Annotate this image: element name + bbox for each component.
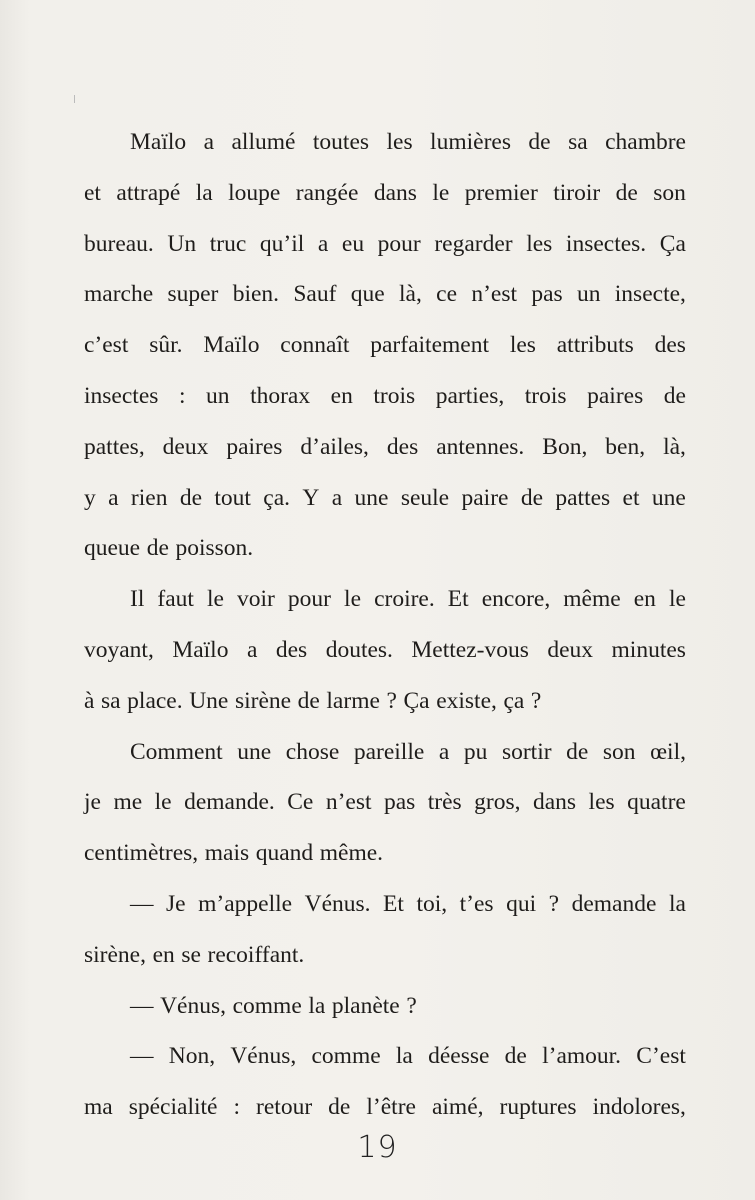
word: en bbox=[330, 382, 353, 409]
word: l’être bbox=[366, 1094, 416, 1121]
word: d’ailes, bbox=[300, 433, 369, 460]
word: attributs bbox=[556, 332, 634, 359]
word: des bbox=[654, 332, 686, 359]
word: de bbox=[528, 129, 551, 155]
word: ? bbox=[548, 890, 560, 917]
word: ruptures bbox=[499, 1094, 577, 1121]
word: pareille bbox=[353, 738, 425, 765]
word: sirène bbox=[234, 687, 292, 714]
word: la bbox=[308, 992, 326, 1019]
text-line bbox=[84, 879, 686, 930]
word: mais bbox=[204, 840, 250, 867]
word: voyant, bbox=[84, 636, 154, 663]
word: paires bbox=[587, 382, 644, 409]
word: le bbox=[154, 789, 172, 816]
word: un bbox=[576, 281, 601, 308]
word: a bbox=[203, 129, 215, 155]
word: antennes. bbox=[436, 433, 525, 460]
word: Ça bbox=[659, 230, 686, 257]
word: larme bbox=[326, 687, 380, 714]
text-line bbox=[84, 828, 686, 879]
word: ? bbox=[530, 687, 542, 714]
word: ? bbox=[386, 687, 397, 714]
word: truc bbox=[209, 230, 247, 257]
word: bien. bbox=[232, 281, 280, 308]
word: insecte, bbox=[614, 281, 686, 308]
word: la bbox=[395, 1043, 413, 1070]
word: son bbox=[602, 738, 636, 765]
word: indolores, bbox=[592, 1094, 686, 1121]
text-line bbox=[84, 371, 686, 422]
word: pattes, bbox=[84, 433, 145, 460]
word: marche bbox=[84, 281, 154, 308]
word: quand bbox=[255, 840, 314, 867]
word: sortir bbox=[501, 738, 552, 765]
text-line bbox=[84, 625, 686, 676]
word: deux bbox=[162, 433, 209, 460]
word: Maïlo bbox=[172, 636, 229, 663]
word: une bbox=[651, 484, 686, 511]
word: le bbox=[432, 179, 450, 206]
word: t’es bbox=[459, 890, 494, 917]
word: doutes. bbox=[325, 636, 393, 663]
word: les bbox=[526, 230, 553, 257]
word: centimètres, bbox=[84, 840, 199, 867]
word: qui bbox=[506, 890, 537, 917]
page-number: 19 bbox=[357, 1130, 398, 1165]
word: — bbox=[130, 890, 154, 917]
word: thorax bbox=[250, 382, 311, 409]
word: même bbox=[563, 586, 621, 613]
word: rangée bbox=[295, 179, 359, 206]
word: la bbox=[195, 179, 213, 206]
word: faut bbox=[157, 586, 194, 613]
word: me bbox=[113, 789, 143, 816]
text-line bbox=[84, 930, 686, 981]
word: de bbox=[663, 382, 686, 409]
text-line bbox=[84, 1031, 686, 1082]
word: lumières bbox=[430, 129, 511, 155]
word: quatre bbox=[627, 789, 686, 816]
text-line bbox=[84, 219, 686, 270]
word: deux bbox=[547, 636, 594, 663]
margin-mark bbox=[74, 95, 75, 103]
word: les bbox=[386, 129, 413, 155]
word: je bbox=[84, 789, 101, 816]
word: spécialité bbox=[128, 1094, 218, 1121]
text-line bbox=[84, 320, 686, 371]
word: voir bbox=[237, 586, 275, 613]
word: Non, bbox=[168, 1043, 216, 1070]
word: là, bbox=[663, 433, 686, 460]
word: Et bbox=[383, 890, 404, 917]
word: encore, bbox=[481, 586, 551, 613]
word: a bbox=[246, 636, 258, 663]
word: là, bbox=[398, 281, 422, 308]
word: — bbox=[130, 1043, 154, 1070]
word: des bbox=[275, 636, 308, 663]
word: de bbox=[566, 738, 589, 765]
word: Ce bbox=[287, 789, 314, 816]
word: super bbox=[167, 281, 219, 308]
text-line bbox=[84, 168, 686, 219]
word: des bbox=[386, 433, 419, 460]
word: demande. bbox=[184, 789, 275, 816]
word: Y bbox=[302, 484, 320, 511]
word: bureau. bbox=[84, 230, 154, 257]
word: Comment bbox=[130, 738, 223, 765]
word: ben, bbox=[605, 433, 646, 460]
word: Vénus, bbox=[160, 992, 226, 1019]
word: trois bbox=[524, 382, 567, 409]
word: Une bbox=[189, 687, 229, 714]
word: pas bbox=[531, 281, 563, 308]
word: a bbox=[317, 230, 329, 257]
word: sûr. bbox=[149, 332, 183, 359]
text-line bbox=[84, 269, 686, 320]
word: Bon, bbox=[542, 433, 588, 460]
word: que bbox=[350, 281, 385, 308]
word: n’est bbox=[325, 789, 372, 816]
word: insectes bbox=[84, 382, 159, 409]
text-line bbox=[84, 473, 686, 524]
word: de bbox=[504, 1043, 527, 1070]
word: sa bbox=[101, 687, 121, 714]
word: qu’il bbox=[259, 230, 305, 257]
word: pu bbox=[463, 738, 488, 765]
word: ça. bbox=[263, 484, 291, 511]
text-line bbox=[84, 117, 686, 168]
text-line bbox=[84, 422, 686, 473]
word: tout bbox=[214, 484, 251, 511]
word: ce bbox=[436, 281, 458, 308]
word: eu bbox=[341, 230, 365, 257]
word: le bbox=[207, 586, 224, 613]
word: un bbox=[206, 382, 230, 409]
word: recoiffant. bbox=[207, 941, 305, 968]
word: croire. bbox=[374, 586, 435, 613]
word: pour bbox=[287, 586, 331, 613]
word: Je bbox=[166, 890, 186, 917]
word: seule bbox=[400, 484, 450, 511]
word: dans bbox=[533, 789, 577, 816]
word: comme bbox=[311, 1043, 381, 1070]
word: de bbox=[615, 179, 638, 206]
word: ma bbox=[84, 1094, 113, 1121]
word: m’appelle bbox=[198, 890, 293, 917]
word: Vénus, bbox=[230, 1043, 297, 1070]
word: Maïlo bbox=[130, 129, 187, 155]
word: place. bbox=[127, 687, 183, 714]
word: le bbox=[344, 586, 362, 613]
word: planète bbox=[331, 992, 400, 1019]
word: ? bbox=[406, 992, 417, 1019]
word: une bbox=[354, 484, 389, 511]
word: de bbox=[328, 1094, 351, 1121]
word: de bbox=[520, 484, 543, 511]
word: toutes bbox=[312, 129, 370, 155]
word: retour bbox=[256, 1094, 313, 1121]
word: l’amour. bbox=[542, 1043, 622, 1070]
word: de bbox=[146, 535, 169, 562]
word: parties, bbox=[435, 382, 505, 409]
word: Et bbox=[447, 586, 469, 613]
word: son bbox=[653, 179, 686, 206]
text-line bbox=[84, 1082, 686, 1133]
word: Maïlo bbox=[203, 332, 260, 359]
word: à bbox=[84, 687, 95, 714]
word: a bbox=[108, 484, 119, 511]
word: sa bbox=[568, 129, 588, 155]
text-line bbox=[84, 676, 686, 727]
text-line bbox=[84, 777, 686, 828]
word: poisson. bbox=[175, 535, 254, 562]
word: c’est bbox=[84, 332, 129, 359]
word: parfaitement bbox=[370, 332, 489, 359]
word: demande bbox=[571, 890, 657, 917]
word: paire bbox=[461, 484, 509, 511]
word: paires bbox=[226, 433, 283, 460]
word: en bbox=[152, 941, 175, 968]
word: regarder bbox=[434, 230, 513, 257]
word: Ça bbox=[403, 687, 430, 714]
word: pas bbox=[383, 789, 416, 816]
word: se bbox=[181, 941, 201, 968]
word: Mettez-vous bbox=[411, 636, 529, 663]
word: déesse bbox=[428, 1043, 490, 1070]
word: rien bbox=[130, 484, 168, 511]
word: pour bbox=[377, 230, 421, 257]
text-line bbox=[84, 981, 686, 1032]
word: même. bbox=[319, 840, 384, 867]
word: et bbox=[622, 484, 640, 511]
word: trois bbox=[373, 382, 416, 409]
word: la bbox=[668, 890, 686, 917]
word: Il bbox=[130, 586, 145, 613]
word: Sauf bbox=[293, 281, 337, 308]
word: aimé, bbox=[431, 1094, 484, 1121]
word: chose bbox=[285, 738, 340, 765]
word: Vénus. bbox=[304, 890, 371, 917]
word: loupe bbox=[228, 179, 281, 206]
word: C’est bbox=[636, 1043, 686, 1070]
word: : bbox=[233, 1094, 241, 1121]
word: insectes. bbox=[565, 230, 647, 257]
word: chambre bbox=[605, 129, 686, 155]
word: — bbox=[130, 992, 154, 1019]
word: : bbox=[178, 382, 186, 409]
text-line bbox=[84, 574, 686, 625]
body-text bbox=[84, 117, 686, 1133]
word: queue bbox=[84, 535, 141, 562]
word: œil, bbox=[650, 738, 686, 765]
word: n’est bbox=[471, 281, 518, 308]
word: pattes bbox=[555, 484, 611, 511]
word: les bbox=[509, 332, 536, 359]
word: une bbox=[237, 738, 272, 765]
word: connaît bbox=[280, 332, 350, 359]
word: minutes bbox=[611, 636, 686, 663]
text-line bbox=[84, 523, 686, 574]
word: de bbox=[179, 484, 202, 511]
word: attrapé bbox=[116, 179, 181, 206]
word: comme bbox=[232, 992, 302, 1019]
word: de bbox=[297, 687, 320, 714]
word: ça bbox=[503, 687, 525, 714]
word: tiroir bbox=[553, 179, 601, 206]
word: gros, bbox=[474, 789, 521, 816]
word: en bbox=[633, 586, 656, 613]
word: a bbox=[438, 738, 450, 765]
word: allumé bbox=[231, 129, 296, 155]
word: Un bbox=[167, 230, 197, 257]
word: sirène, bbox=[84, 941, 146, 968]
word: les bbox=[588, 789, 615, 816]
word: dans bbox=[373, 179, 417, 206]
word: toi, bbox=[416, 890, 448, 917]
word: très bbox=[427, 789, 462, 816]
word: y bbox=[84, 484, 96, 511]
text-line bbox=[84, 727, 686, 778]
word: le bbox=[668, 586, 686, 613]
word: et bbox=[84, 179, 101, 206]
word: a bbox=[331, 484, 343, 511]
word: existe, bbox=[436, 687, 497, 714]
word: premier bbox=[464, 179, 538, 206]
